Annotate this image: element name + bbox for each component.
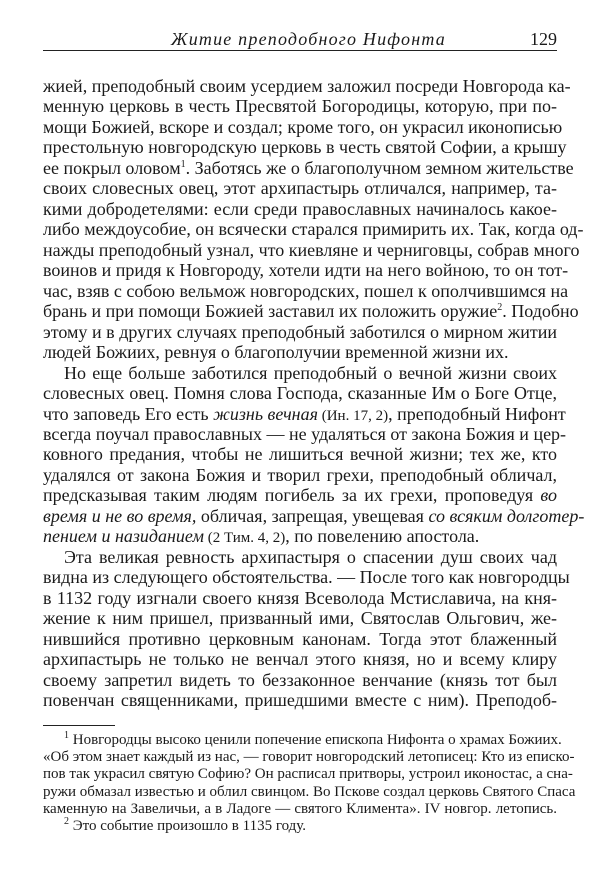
text-line — [43, 567, 570, 588]
text-span: престольную новгородскую церковь в честь святой Софии, а крышу — [43, 137, 567, 158]
text-span: видна из следующего обстоятельства. — После того как новгородцы — [43, 567, 570, 588]
text-span: кими добродетелями: если среди православных начиналось какое- — [43, 198, 557, 219]
text-line — [43, 199, 557, 219]
text-span: повенчан священниками, пришедшими вместе с ним). Преподоб- — [43, 690, 557, 711]
italic-quote: во — [540, 485, 557, 506]
text-span: ковного предания, чтобы не лишиться вечной жизни; тех же, кто — [43, 444, 557, 465]
text-span: воинов и придя к Новгороду, хотели идти на него войною, то он тот- — [43, 260, 569, 281]
text-span: в 1132 году изгнали своего князя Всеволода Мстиславича, на кня- — [43, 587, 557, 608]
text-line — [43, 383, 557, 403]
text-line — [43, 608, 557, 628]
text-line — [43, 301, 579, 322]
text-line — [43, 76, 571, 96]
text-span: «Об этом знает каждый из нас, — говорит новгородский летописец: Кто из еписко- — [43, 749, 575, 766]
text-line — [43, 239, 580, 260]
text-line — [43, 342, 557, 362]
text-line — [43, 322, 557, 342]
text-span: (Ин. 17, 2) — [317, 407, 389, 424]
text-line — [43, 116, 563, 137]
text-line — [43, 157, 574, 178]
text-span: (2 Тим. 4, 2) — [203, 530, 286, 547]
italic-quote: жизнь вечная — [213, 403, 318, 424]
text-line — [43, 629, 557, 649]
footnote-line — [43, 730, 562, 749]
text-span: нажды преподобный узнал, что киевляне и черниговцы, собрав много — [43, 239, 580, 260]
text-span: людей Божиих, ревнуя о благополучии временной жизни их. — [43, 342, 509, 363]
italic-quote: время и не во время, — [43, 505, 197, 526]
text-line — [43, 137, 567, 158]
text-span: Эта великая ревность архипастыря о спасении душ своих чад — [64, 546, 557, 567]
text-line — [43, 280, 569, 301]
text-span: мощи Божией, вскоре и создал; кроме того, он украсил иконописью — [43, 116, 563, 137]
text-span: архипастырь не только не венчал этого князя, но и всему клиру — [43, 649, 557, 670]
text-line — [43, 260, 569, 281]
footnote-line — [43, 801, 557, 818]
text-span: жией, преподобный своим усердием заложил посреди Новгорода ка- — [43, 76, 571, 96]
footnote-marker: 1 — [64, 730, 69, 741]
text-span: нившийся противно церковным канонам. Тогда этот блаженный — [43, 628, 557, 649]
text-span: Это событие произошло в 1135 году. — [69, 817, 307, 834]
text-line — [43, 423, 567, 444]
text-line — [43, 547, 557, 567]
body-text — [43, 76, 585, 711]
text-line — [43, 485, 557, 505]
text-span: жение к ним пришел, призванный ими, Святослав Ольгович, же- — [43, 608, 557, 629]
text-span: ружи обмазал известью и облил свинцом. Во Пскове создал церковь Святого Спаса — [43, 783, 576, 800]
text-line — [43, 96, 557, 116]
text-line — [43, 178, 557, 198]
footnotes — [43, 730, 576, 835]
text-line — [43, 465, 557, 485]
text-line — [43, 444, 557, 464]
text-line — [43, 670, 557, 690]
footnote-marker: 2 — [64, 815, 69, 827]
footnote-marker: 2 — [497, 302, 503, 314]
text-span: Новгородцы высоко ценили попечение епископа Нифонта о храмах Божиих. — [69, 732, 562, 748]
footnote-line — [43, 749, 575, 766]
text-span: словесных овец. Помня слова Господа, сказанные Им о Боге Отце, — [43, 383, 557, 404]
text-span: брань и при помощи Божией заставил их положить оружие — [43, 301, 498, 322]
italic-quote: пением и назиданием — [43, 526, 204, 547]
text-line — [43, 690, 557, 710]
text-span: ее покрыл оловом — [43, 157, 181, 178]
text-line — [43, 649, 557, 669]
text-span: пов так украсил святую Софию? Он расписал притворы, устроил иконостас, а сна- — [43, 766, 573, 783]
text-line — [43, 588, 557, 608]
text-span: каменную на Завеличьи, а в Ладоге — святого Климента». IV новгор. летопись. — [43, 800, 557, 817]
text-line — [43, 219, 584, 240]
text-line — [43, 403, 566, 424]
running-title: Житие преподобного Нифонта — [171, 29, 446, 49]
text-span: Но еще больше заботился преподобный о вечной жизни своих — [64, 362, 557, 383]
italic-quote: со всяким долготер- — [428, 505, 585, 526]
text-span: , по повелению апостола. — [285, 526, 480, 547]
footnote-line — [43, 783, 576, 801]
text-span: час, взяв с собою вельмож новгородских, пошел к ополчившимся на — [43, 280, 569, 301]
footnote-marker: 1 — [180, 158, 186, 170]
text-span: . Подобно — [502, 301, 579, 322]
text-span: либо междоусобие, он всячески старался примирить их. Так, когда од- — [43, 219, 584, 240]
text-line — [43, 505, 585, 526]
text-span: , преподобный Нифонт — [388, 403, 566, 424]
text-span: всегда поучал православных — не удаляться от закона Божия и цер- — [43, 423, 567, 444]
text-span: . Заботясь же о благополучном земном жительстве — [185, 157, 574, 178]
text-span: обличая, запрещая, увещевая — [196, 505, 429, 526]
text-span: предсказывая таким людям погибель за их грехи, проповедуя — [43, 485, 541, 506]
footnote-line — [43, 815, 557, 835]
running-header — [43, 28, 557, 51]
text-span: своему запретил видеть то беззаконное венчание (князь тот был — [43, 669, 557, 690]
text-line — [43, 526, 557, 546]
text-span: что заповедь Его есть — [43, 403, 214, 424]
footnote-line — [43, 766, 573, 783]
page-number: 129 — [530, 29, 557, 49]
footnote-divider — [43, 725, 115, 726]
text-span: менную церковь в честь Пресвятой Богородицы, которую, при по- — [43, 96, 557, 117]
text-line — [43, 363, 557, 383]
text-span: удалялся от закона Божия и творил грехи, преподобный обличал, — [43, 464, 557, 485]
text-span: этому и в других случаях преподобный заботился о мирном житии — [43, 321, 557, 342]
text-span: своих словесных овец, этот архипастырь отличался, например, та- — [43, 178, 557, 199]
